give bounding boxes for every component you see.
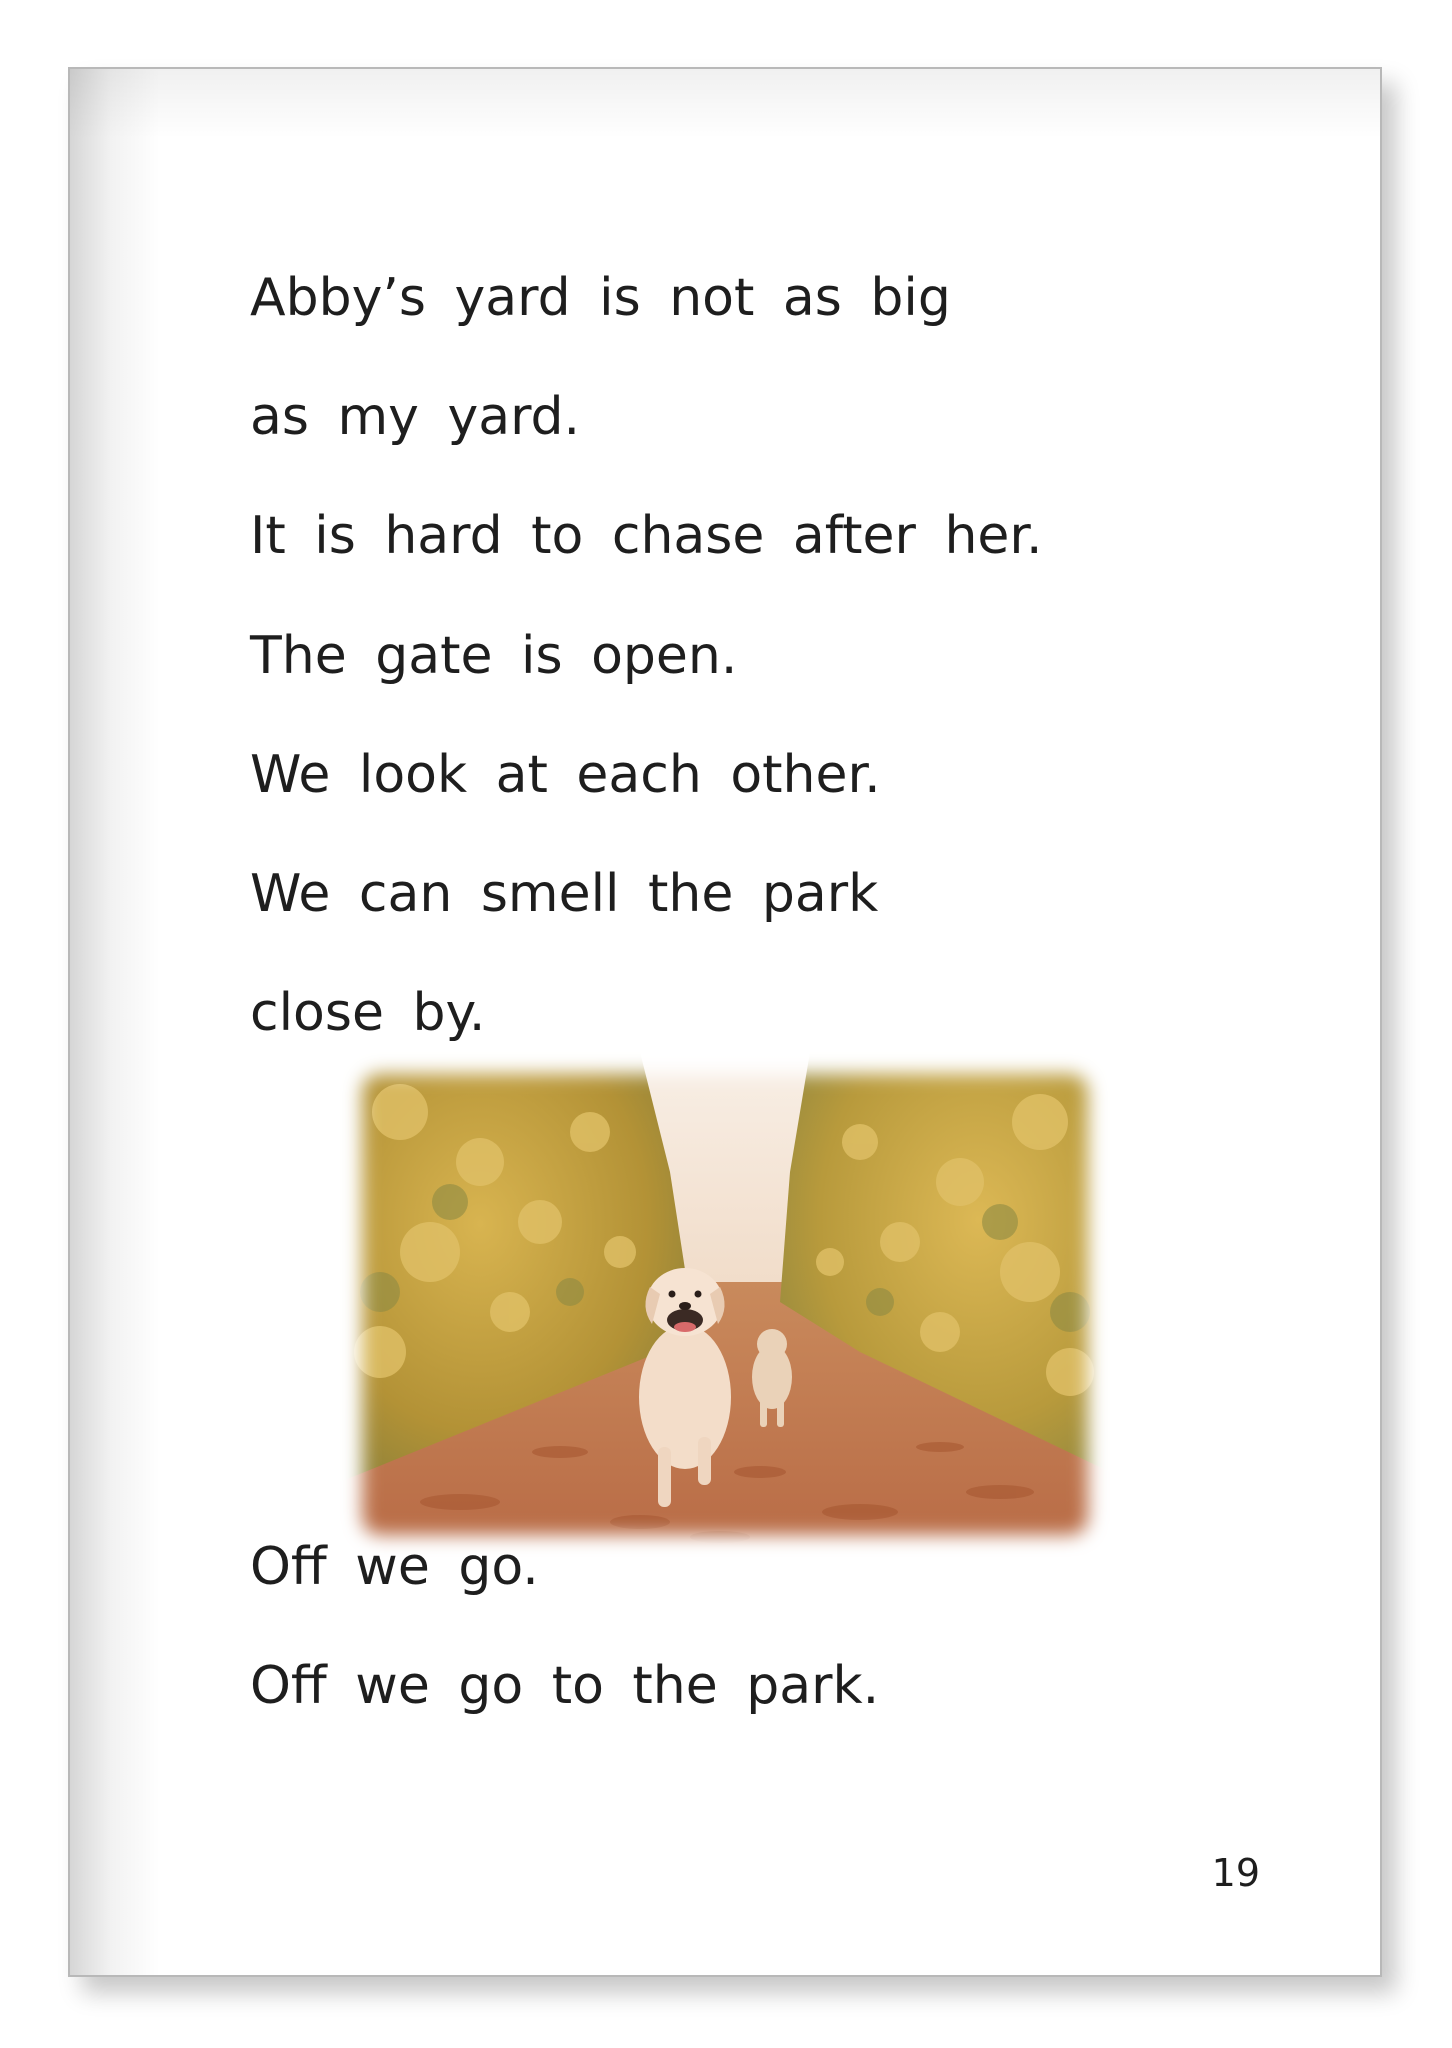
text-line-1: Abby’s yard is not as big — [250, 268, 951, 328]
text-line-2: as my yard. — [250, 387, 581, 447]
text-line-9: Off we go to the park. — [250, 1656, 880, 1716]
dogs-in-park-photo — [340, 1052, 1110, 1557]
book-page — [68, 67, 1382, 1977]
text-line-4: The gate is open. — [250, 626, 738, 686]
text-line-7: close by. — [250, 983, 486, 1043]
page-number: 19 — [1211, 1851, 1260, 1895]
text-line-3: It is hard to chase after her. — [250, 506, 1043, 566]
text-line-8: Off we go. — [250, 1537, 539, 1597]
text-line-5: We look at each other. — [250, 745, 881, 805]
text-line-6: We can smell the park — [250, 864, 879, 924]
